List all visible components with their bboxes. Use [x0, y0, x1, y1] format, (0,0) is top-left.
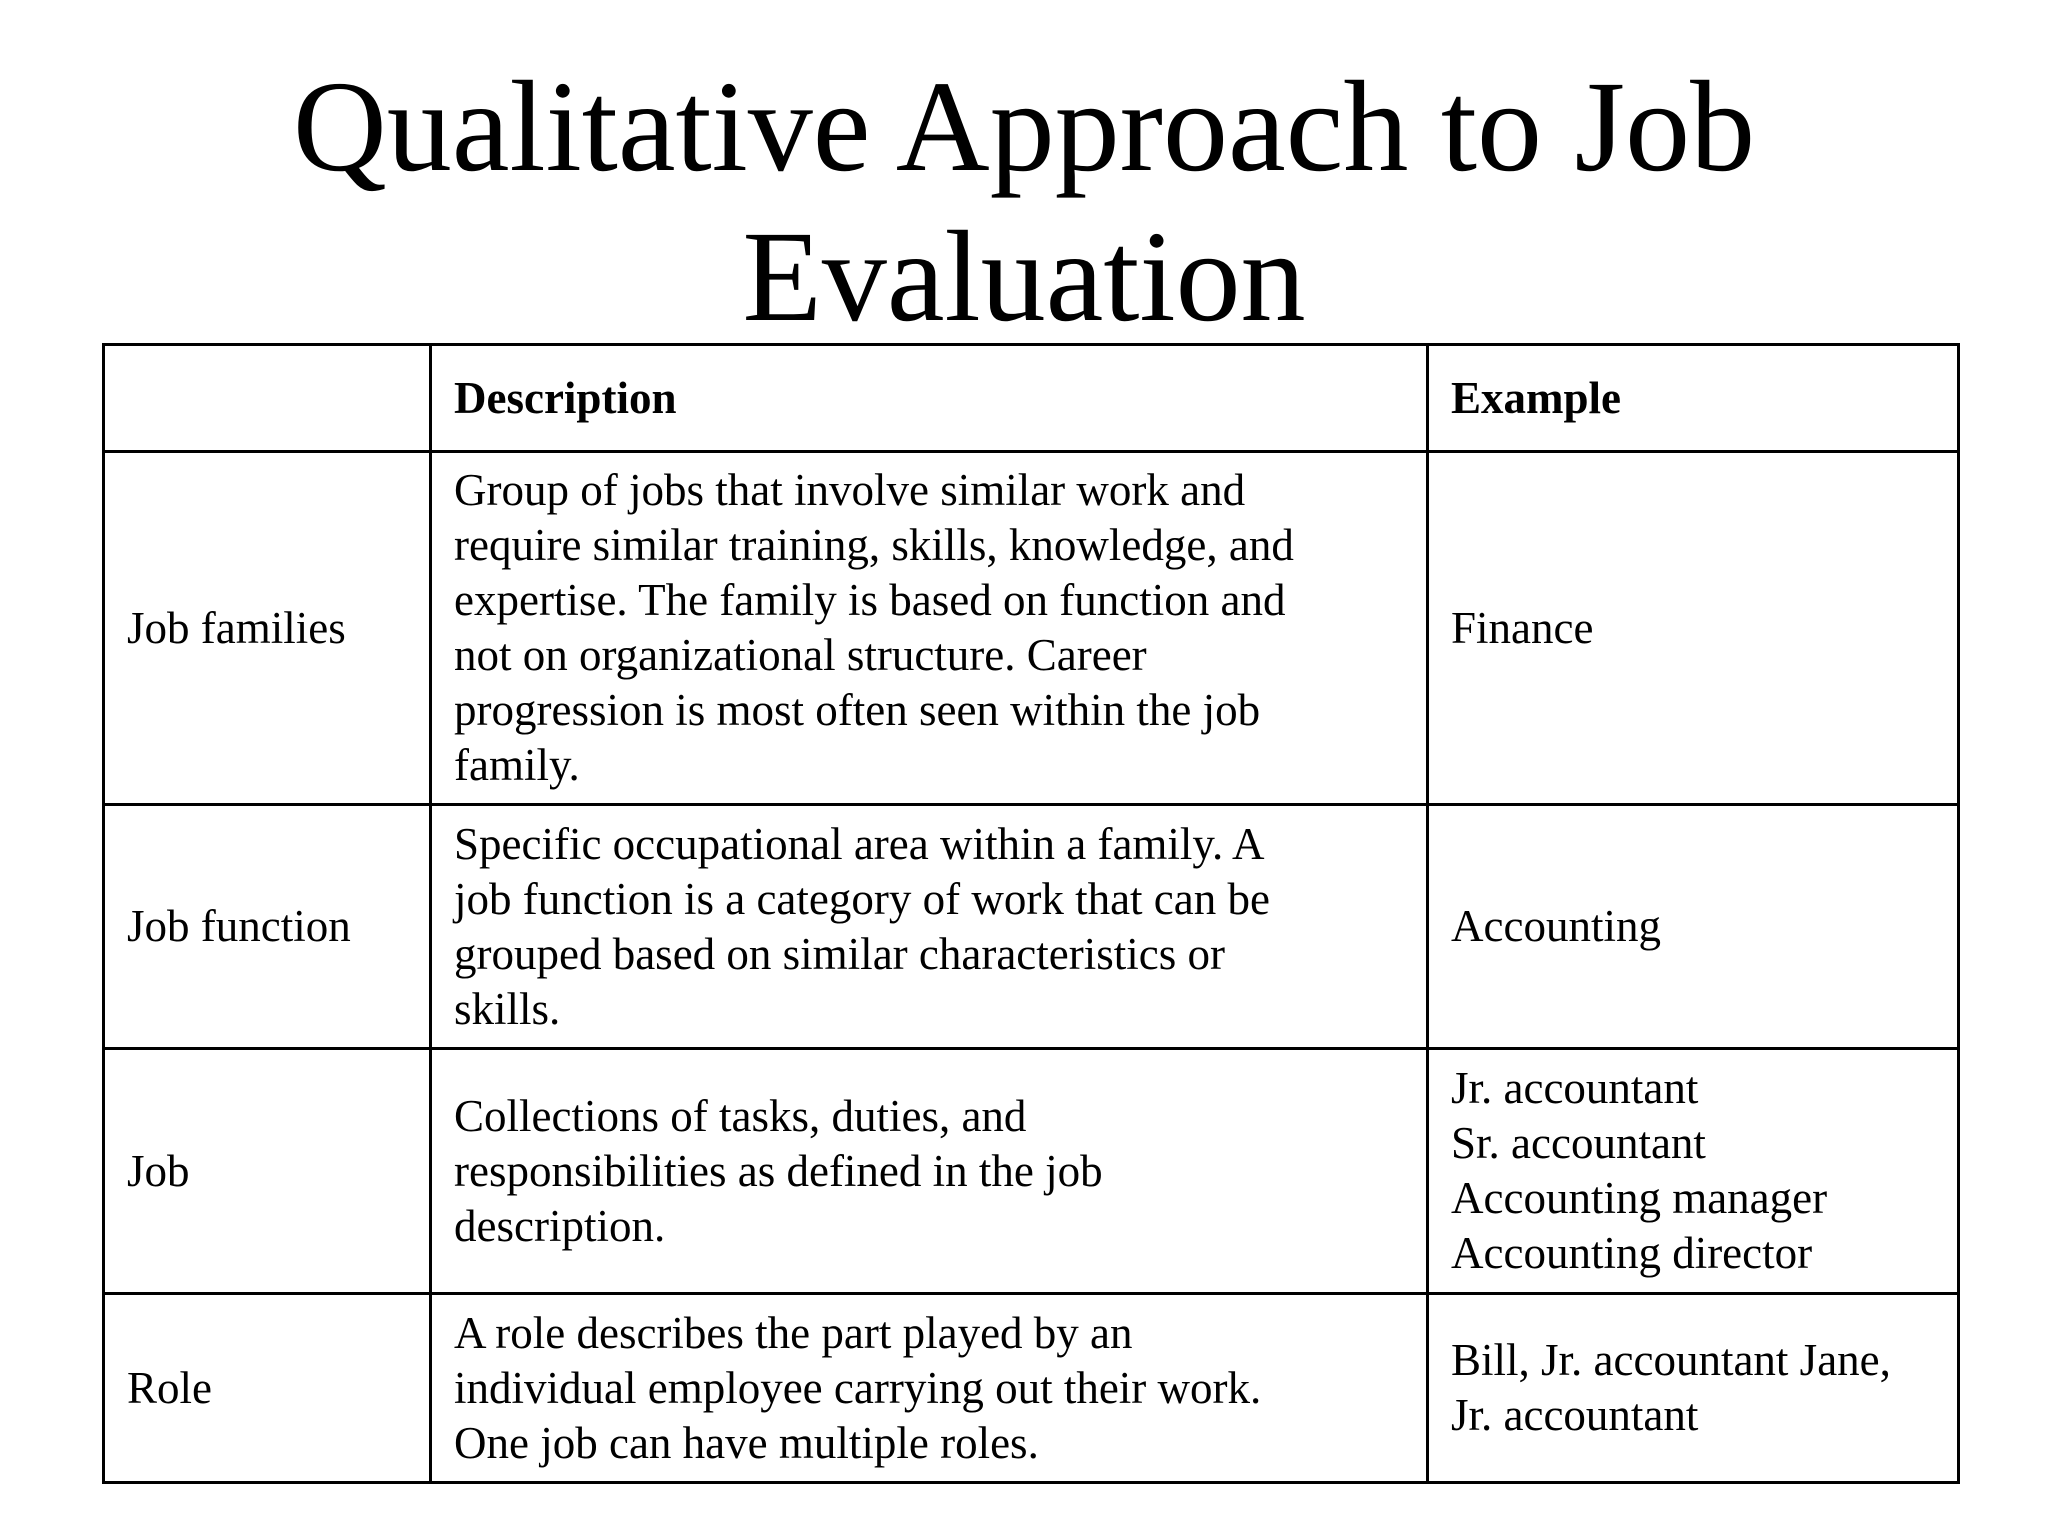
row-description [431, 805, 1428, 1049]
header-description: Description [431, 345, 1428, 452]
description-line: require similar training, skills, knowledge, and [454, 520, 1294, 570]
description-line: A role describes the part played by an [454, 1307, 1133, 1358]
example-line: Finance [1451, 602, 1594, 653]
description-line: job function is a category of work that can be [454, 873, 1270, 924]
page-title-line-1: Qualitative Approach to Job [292, 55, 1756, 199]
row-term: Job families [104, 452, 431, 805]
description-line: family. [454, 740, 580, 790]
example-line: Accounting [1451, 901, 1661, 951]
row-term: Job [104, 1049, 431, 1294]
table-header-row [104, 345, 1959, 452]
job-evaluation-table [102, 343, 1960, 1484]
header-term [104, 345, 431, 452]
table-row-job [104, 1049, 1959, 1294]
example-line: Jr. accountant [1451, 1390, 1699, 1440]
description-line: description. [454, 1200, 666, 1251]
description-line: grouped based on similar characteristics or [454, 928, 1225, 979]
example-line: Jr. accountant [1451, 1063, 1699, 1113]
row-term: Role [104, 1294, 431, 1483]
example-line: Accounting manager [1451, 1173, 1828, 1223]
description-line: skills. [454, 983, 561, 1034]
description-line: individual employee carrying out their work. [454, 1362, 1262, 1413]
description-line: Collections of tasks, duties, and [454, 1090, 1027, 1141]
description-line: expertise. The family is based on function and [454, 575, 1286, 625]
row-example [1428, 805, 1959, 1049]
row-example [1428, 1049, 1959, 1294]
example-line: Bill, Jr. accountant Jane, [1451, 1335, 1891, 1385]
page-title-line-2: Evaluation [742, 205, 1306, 349]
row-description [431, 452, 1428, 805]
description-line: progression is most often seen within the job [454, 685, 1261, 735]
row-term: Job function [104, 805, 431, 1049]
row-description [431, 1049, 1428, 1294]
table-row-job-families [104, 452, 1959, 805]
description-line: One job can have multiple roles. [454, 1417, 1039, 1468]
row-example [1428, 1294, 1959, 1483]
row-example [1428, 452, 1959, 805]
example-line: Sr. accountant [1451, 1118, 1706, 1168]
table-row-role [104, 1294, 1959, 1483]
description-line: not on organizational structure. Career [454, 630, 1147, 680]
table-row-job-function [104, 805, 1959, 1049]
header-example: Example [1428, 345, 1959, 452]
row-description [431, 1294, 1428, 1483]
example-line: Accounting director [1451, 1228, 1813, 1278]
page-title [0, 52, 2048, 352]
description-line: Specific occupational area within a family. A [454, 818, 1265, 869]
description-line: Group of jobs that involve similar work and [454, 465, 1246, 515]
description-line: responsibilities as defined in the job [454, 1145, 1103, 1196]
